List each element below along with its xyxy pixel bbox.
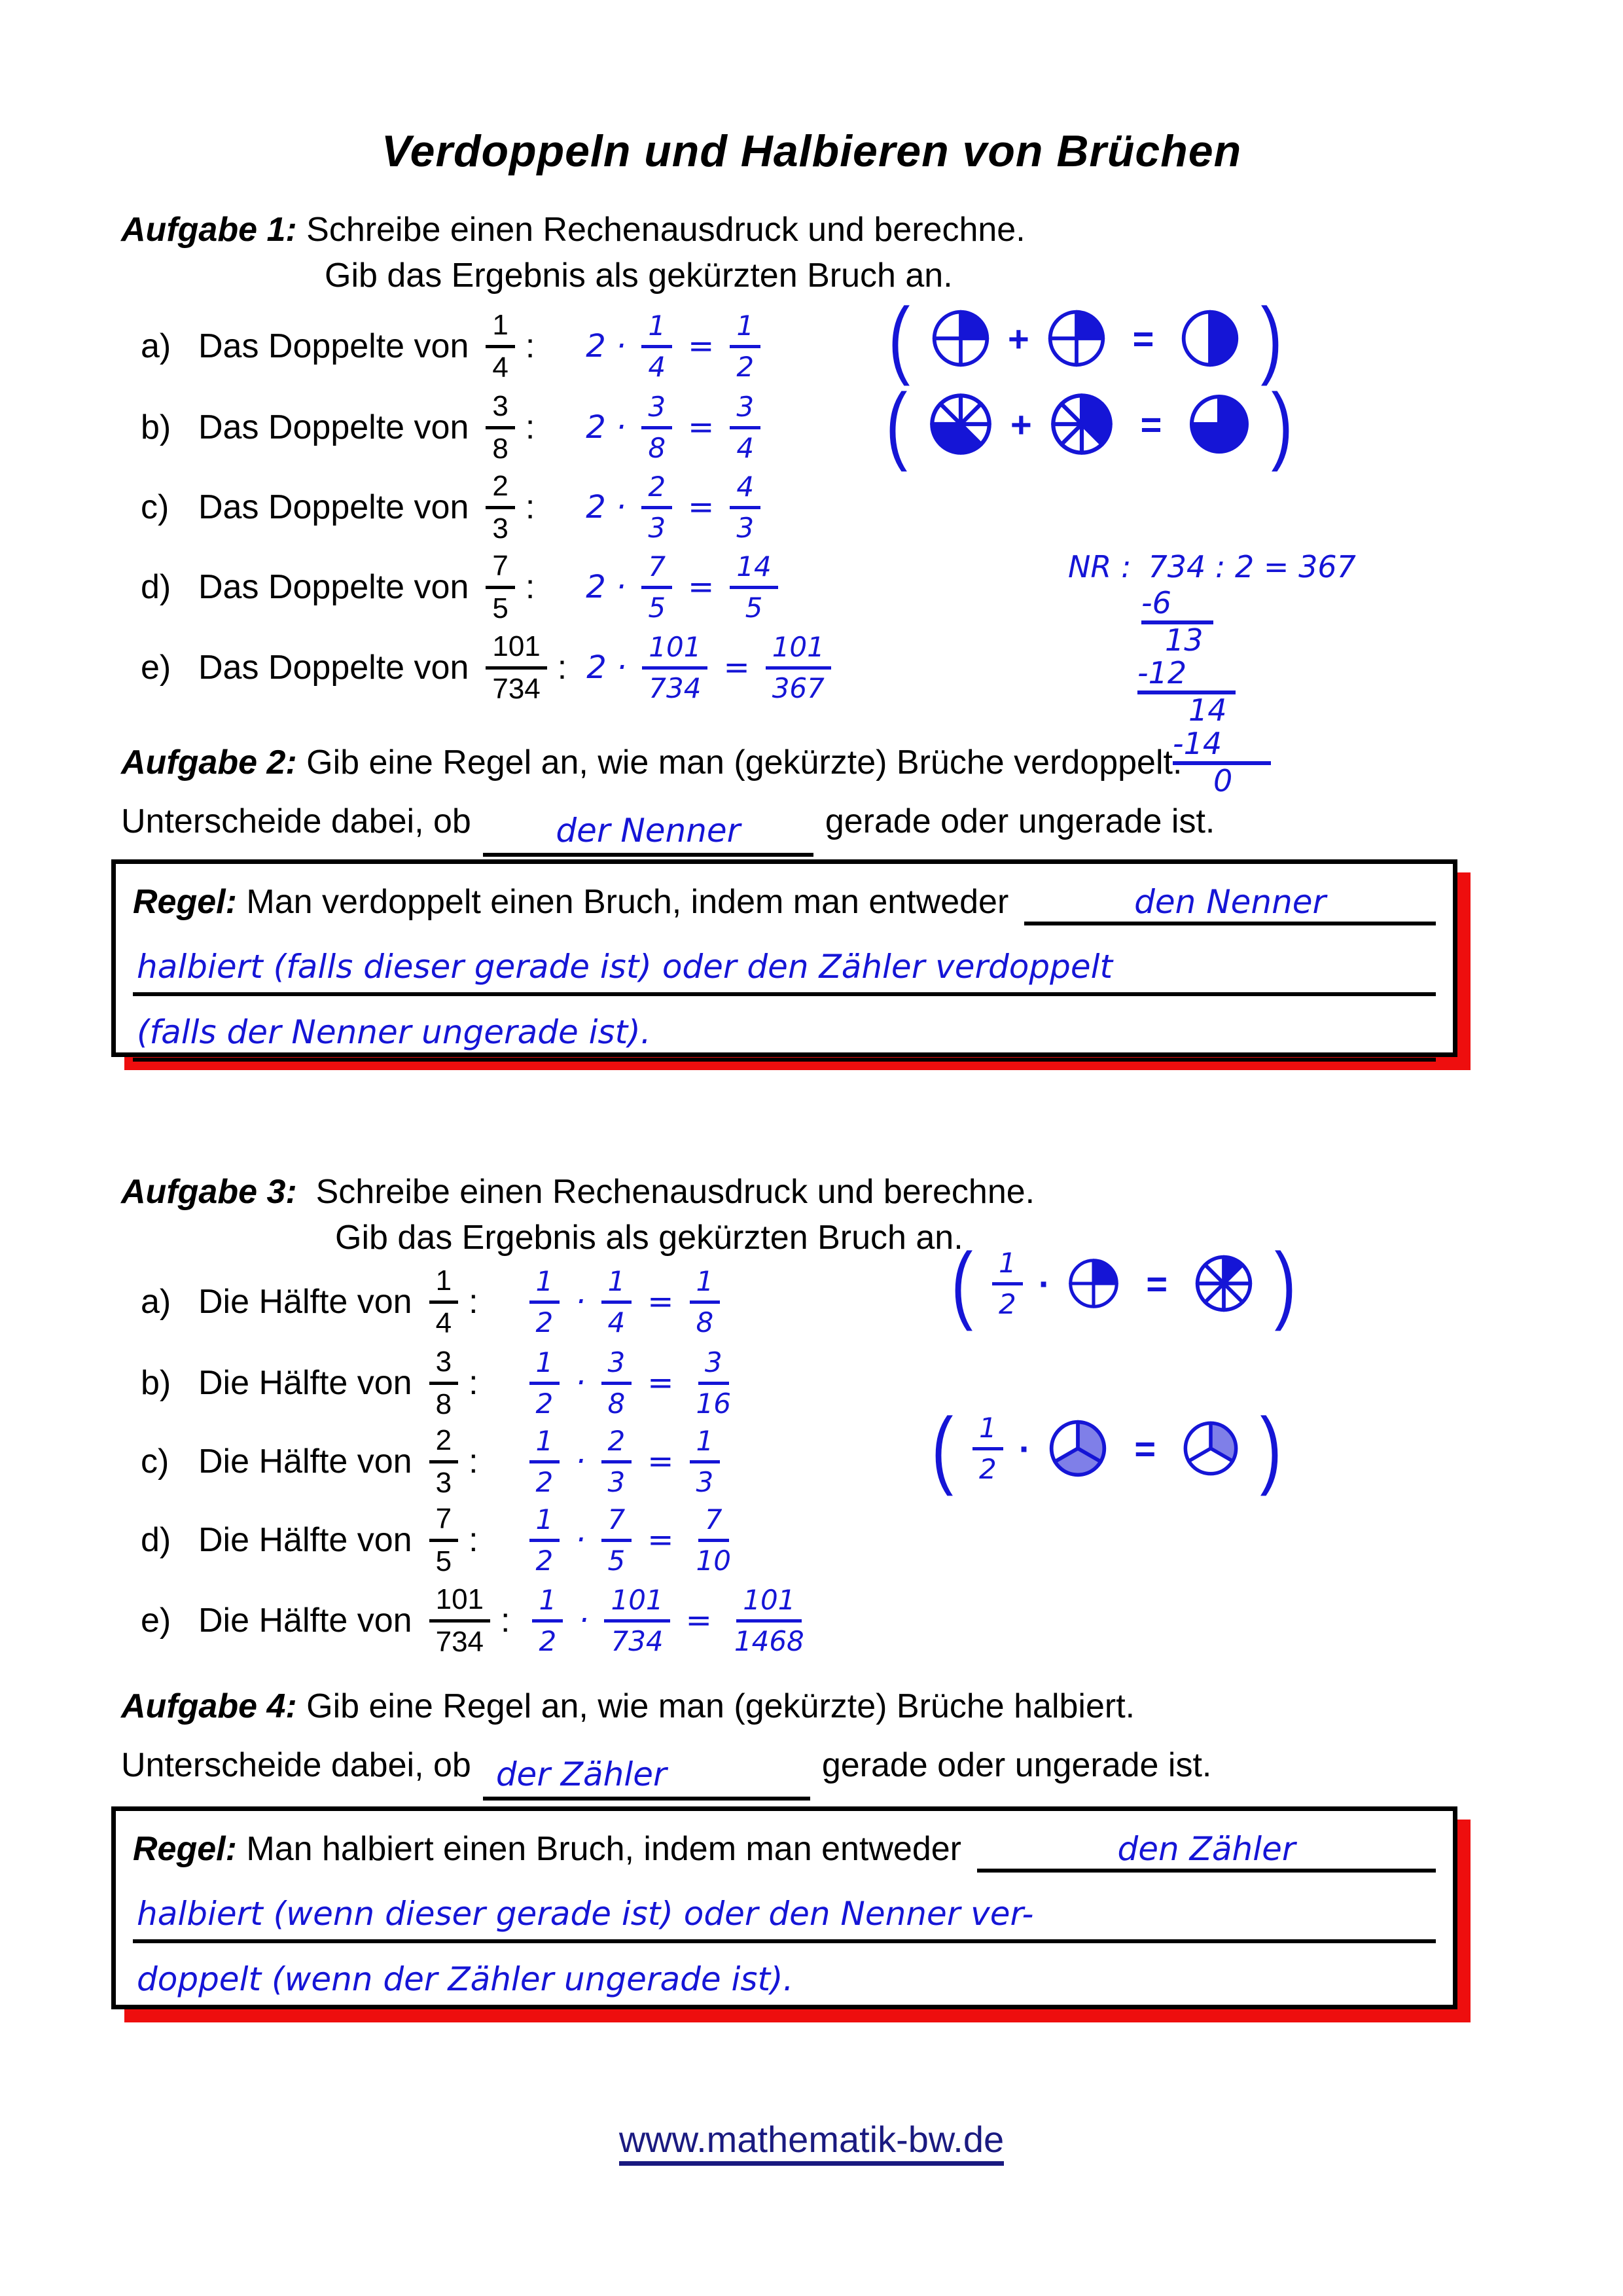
fraction-numerator: 101: [736, 1585, 802, 1623]
fraction-denominator: 5: [492, 592, 508, 624]
task1-instruction-2: Gib das Ergebnis als gekürzten Bruch an.: [325, 257, 953, 295]
hw-fraction: [641, 311, 672, 382]
fraction-denominator: 8: [696, 1306, 714, 1338]
hw-result-fraction: [690, 1348, 738, 1419]
task2-instruction: Gib eine Regel an, wie man (gekürzte) Brüche verdoppelt.: [306, 744, 1183, 781]
printed-fraction: [429, 1425, 458, 1499]
hw-result-fraction: [730, 392, 760, 463]
fraction-numerator: 3: [730, 392, 760, 429]
fraction-numerator: 14: [730, 552, 777, 589]
fraction-numerator: 3: [698, 1348, 729, 1385]
fraction-numerator: 3: [486, 391, 514, 429]
pie-1-4-icon: [1066, 1256, 1121, 1311]
hw-equals: =: [688, 409, 715, 446]
hw-factor: 2 ·: [586, 409, 626, 446]
fraction-numerator: 4: [730, 472, 760, 509]
task3-label: Aufgabe 3:: [121, 1173, 297, 1211]
printed-fraction: [486, 631, 546, 705]
item-key: e): [141, 649, 171, 687]
handwritten-equation: [586, 311, 760, 382]
fraction-numerator: 1: [529, 1266, 560, 1304]
sentence-prefix: Unterscheide dabei, ob: [121, 802, 471, 840]
fraction-denominator: 2: [535, 1306, 554, 1338]
hw-fraction: [641, 472, 672, 543]
item-prompt: Die Hälfte von: [198, 1364, 412, 1402]
rule-line-1: [133, 1829, 1436, 1873]
fraction-numerator: 101: [604, 1585, 669, 1623]
fraction-denominator: 4: [435, 1306, 452, 1339]
footer-link[interactable]: www.mathematik-bw.de: [619, 2119, 1004, 2166]
rule-label: Regel:: [133, 1830, 237, 1868]
hw-dot: ·: [575, 1522, 586, 1558]
sentence-prefix: Unterscheide dabei, ob: [121, 1746, 471, 1784]
task1-row-c: [141, 467, 760, 547]
fraction-numerator: 1: [730, 311, 760, 348]
fraction-numerator: 1: [529, 1426, 560, 1463]
rule-printed-text: Man verdoppelt einen Bruch, indem man entweder: [246, 883, 1009, 921]
plus-sign: +: [1007, 317, 1029, 359]
fraction-numerator: 1: [529, 1348, 560, 1385]
task3-row-a: [141, 1262, 720, 1342]
hw-dot: ·: [575, 1283, 586, 1320]
fraction-denominator: 2: [978, 1452, 997, 1485]
colon: :: [469, 1364, 478, 1402]
pie-1-2-icon: [1179, 307, 1241, 370]
fraction-denominator: 5: [648, 591, 666, 624]
hw-equals: =: [647, 1283, 674, 1320]
fraction-numerator: 2: [486, 471, 514, 509]
fraction-denominator: 734: [611, 1624, 664, 1657]
handwritten-answer: den Nenner: [1134, 883, 1327, 921]
hw-result-fraction: [730, 472, 760, 543]
rule-line-1: [133, 882, 1436, 925]
fill-in-blank: [483, 1756, 810, 1801]
task1-row-d: [141, 547, 778, 627]
printed-fraction: [486, 310, 514, 384]
rule-box-doubling: [111, 859, 1457, 1057]
hw-fraction: [641, 392, 672, 463]
close-paren: ): [1274, 1235, 1296, 1332]
open-paren: (: [888, 290, 910, 387]
close-paren: ): [1260, 1400, 1282, 1497]
fraction-numerator: 2: [601, 1426, 632, 1463]
plus-sign: +: [1010, 403, 1032, 445]
fraction-numerator: 1: [992, 1248, 1023, 1285]
hw-equals: =: [647, 1443, 674, 1480]
fraction-denominator: 734: [492, 672, 541, 705]
hw-equals: =: [688, 569, 715, 605]
fraction-numerator: 7: [698, 1505, 729, 1542]
item-prompt: Die Hälfte von: [198, 1283, 412, 1321]
hw-result-fraction: [690, 1505, 738, 1576]
fraction-numerator: 3: [601, 1348, 632, 1385]
fraction-numerator: 1: [601, 1266, 632, 1304]
division-step: -14: [1173, 728, 1271, 765]
handwritten-answer: den Zähler: [1117, 1830, 1296, 1868]
pie-1-8-icon: [1192, 1252, 1255, 1315]
side-calc-label: NR :: [1068, 549, 1132, 584]
task2-header: [121, 744, 1182, 783]
fraction-denominator: 8: [435, 1388, 452, 1420]
fraction-numerator: 101: [642, 632, 707, 670]
handwritten-equation: [529, 1348, 738, 1419]
task3-header: [121, 1173, 1035, 1212]
task1-instruction-1: Schreibe einen Rechenausdruck und berechne.: [306, 211, 1026, 249]
fraction-denominator: 734: [435, 1625, 484, 1658]
rule-blank: [977, 1829, 1436, 1873]
task4-instruction: Gib eine Regel an, wie man (gekürzte) Brüche halbiert.: [306, 1687, 1135, 1725]
pie-diagram-eighths: [882, 376, 1296, 473]
handwritten-equation: [586, 632, 831, 704]
item-key: b): [141, 1364, 171, 1402]
fraction-numerator: 1: [529, 1505, 560, 1542]
task3-row-c: [141, 1422, 720, 1501]
fraction-denominator: 2: [539, 1624, 557, 1657]
hw-result-fraction: [690, 1426, 721, 1498]
fraction-denominator: 2: [998, 1287, 1016, 1320]
fraction-numerator: 1: [690, 1266, 721, 1304]
colon: :: [501, 1602, 510, 1640]
colon: :: [469, 1521, 478, 1559]
fraction-numerator: 101: [766, 632, 831, 670]
hw-factor: 2 ·: [586, 649, 627, 686]
item-prompt: Das Doppelte von: [198, 327, 469, 365]
hw-fraction: [641, 552, 672, 623]
item-prompt: Das Doppelte von: [198, 408, 469, 446]
item-key: b): [141, 408, 171, 446]
item-key: c): [141, 488, 169, 526]
task1-header: [121, 211, 1026, 250]
printed-fraction: [486, 550, 514, 624]
fraction-denominator: 16: [696, 1387, 731, 1420]
task3-instruction-2: Gib das Ergebnis als gekürzten Bruch an.: [335, 1219, 963, 1257]
hw-result-fraction: [728, 1585, 811, 1657]
hw-fraction: [642, 632, 707, 704]
fraction-denominator: 1468: [734, 1624, 804, 1657]
printed-fraction: [486, 391, 514, 465]
fraction-denominator: 3: [607, 1465, 626, 1498]
rule-printed-text: Man halbiert einen Bruch, indem man entweder: [246, 1830, 961, 1868]
pie-1-4-icon: [1045, 307, 1108, 370]
handwritten-equation: [529, 1505, 738, 1576]
printed-fraction: [429, 1265, 458, 1339]
division-step: -6: [1141, 587, 1213, 624]
hw-half-fraction: [529, 1505, 560, 1576]
hw-half-fraction: [529, 1426, 560, 1498]
handwritten-equation: [529, 1426, 721, 1498]
task4-header: [121, 1687, 1135, 1727]
colon: :: [469, 1443, 478, 1480]
task2-label: Aufgabe 2:: [121, 744, 297, 781]
handwritten-answer: der Zähler: [495, 1755, 667, 1793]
hw-dot: ·: [575, 1443, 586, 1480]
task2-fill-sentence: [121, 802, 1215, 857]
pie-1-4-icon: [929, 307, 992, 370]
side-calc-head: [1068, 551, 1356, 583]
fraction-numerator: 7: [641, 552, 672, 589]
fraction-denominator: 367: [772, 672, 825, 704]
rule-handwritten-line-2: halbiert (falls dieser gerade ist) oder den Zähler verdoppelt: [133, 925, 1436, 996]
task4-fill-sentence: [121, 1746, 1211, 1801]
open-paren: (: [951, 1235, 973, 1332]
equals-sign: =: [1132, 317, 1154, 359]
task1-row-e: [141, 626, 831, 709]
pie-2-3-icon: [1046, 1417, 1109, 1480]
hw-half-fraction: [972, 1413, 1003, 1484]
fraction-numerator: 1: [972, 1413, 1003, 1450]
pie-1-3-icon: [1181, 1418, 1241, 1479]
handwritten-equation: [529, 1266, 721, 1338]
task3-row-e: [141, 1579, 811, 1662]
division-step: 14: [1188, 692, 1227, 728]
item-prompt: Das Doppelte von: [198, 649, 469, 687]
fraction-denominator: 4: [648, 350, 666, 383]
fraction-denominator: 734: [649, 672, 702, 704]
hw-fraction: [601, 1426, 632, 1498]
handwritten-equation: [586, 472, 760, 543]
hw-fraction: [601, 1505, 632, 1576]
fraction-denominator: 3: [696, 1465, 714, 1498]
item-prompt: Die Hälfte von: [198, 1443, 412, 1480]
item-prompt: Die Hälfte von: [198, 1602, 412, 1640]
equals-sign: =: [1146, 1263, 1168, 1304]
sentence-suffix: gerade oder ungerade ist.: [825, 802, 1215, 840]
hw-half-fraction: [529, 1266, 560, 1338]
handwritten-equation: [532, 1585, 810, 1657]
handwritten-equation: [586, 392, 760, 463]
fraction-numerator: 2: [429, 1425, 458, 1463]
hw-factor: 2 ·: [586, 328, 626, 365]
hw-result-fraction: [766, 632, 831, 704]
task1-label: Aufgabe 1:: [121, 211, 297, 249]
rule-handwritten-line-3: (falls der Nenner ungerade ist).: [133, 996, 1436, 1062]
hw-dot: ·: [575, 1365, 586, 1401]
fraction-numerator: 7: [486, 550, 514, 589]
hw-fraction: [604, 1585, 669, 1657]
task1-row-a: [141, 306, 760, 386]
open-paren: (: [885, 376, 908, 473]
pie-3-8-icon: [1048, 390, 1116, 458]
fraction-numerator: 1: [641, 311, 672, 348]
rule-label: Regel:: [133, 883, 237, 921]
fraction-numerator: 101: [429, 1584, 490, 1623]
pie-diagram-half-of-quarter: [948, 1235, 1300, 1332]
task3-instruction-1: Schreibe einen Rechenausdruck und berechne.: [315, 1173, 1035, 1211]
hw-half-fraction: [532, 1585, 563, 1657]
hw-fraction: [601, 1348, 632, 1419]
division-step: 0: [1213, 762, 1233, 798]
footer: [0, 2118, 1623, 2161]
fraction-denominator: 5: [435, 1545, 452, 1577]
division-step: 13: [1165, 622, 1204, 658]
page-title: Verdoppeln und Halbieren von Brüchen: [381, 126, 1242, 176]
task1-row-b: [141, 387, 760, 467]
fraction-denominator: 8: [607, 1387, 626, 1420]
task3-row-b: [141, 1343, 738, 1423]
fraction-denominator: 2: [736, 350, 755, 383]
printed-fraction: [486, 471, 514, 545]
task4-label: Aufgabe 4:: [121, 1687, 297, 1725]
fraction-denominator: 3: [435, 1466, 452, 1499]
hw-equals: =: [723, 649, 750, 686]
item-key: a): [141, 1283, 171, 1321]
rule-handwritten-line-3: doppelt (wenn der Zähler ungerade ist).: [133, 1943, 1436, 2009]
fraction-numerator: 1: [532, 1585, 563, 1623]
fraction-numerator: 3: [641, 392, 672, 429]
hw-fraction: [601, 1266, 632, 1338]
fraction-denominator: 5: [607, 1544, 626, 1577]
fraction-numerator: 2: [641, 472, 672, 509]
item-key: a): [141, 327, 171, 365]
dot-sign: ·: [1038, 1263, 1051, 1304]
item-key: d): [141, 1521, 171, 1559]
fraction-denominator: 3: [492, 512, 508, 545]
close-paren: ): [1271, 376, 1293, 473]
pie-3-8-icon: [927, 390, 995, 458]
task3-row-d: [141, 1500, 738, 1580]
hw-result-fraction: [730, 311, 760, 382]
fraction-numerator: 1: [429, 1265, 458, 1304]
dot-sign: ·: [1018, 1427, 1031, 1469]
item-prompt: Die Hälfte von: [198, 1521, 412, 1559]
hw-result-fraction: [730, 552, 777, 623]
handwritten-equation: [586, 552, 777, 623]
pie-diagram-quarters: [885, 290, 1286, 387]
hw-factor: 2 ·: [586, 489, 626, 526]
item-prompt: Das Doppelte von: [198, 568, 469, 606]
rule-box-halving: [111, 1806, 1457, 2009]
fraction-denominator: 3: [736, 511, 755, 544]
colon: :: [525, 327, 535, 365]
printed-fraction: [429, 1584, 490, 1658]
fraction-numerator: 1: [690, 1426, 721, 1463]
fraction-denominator: 3: [648, 511, 666, 544]
hw-equals: =: [688, 328, 715, 365]
hw-equals: =: [685, 1602, 712, 1639]
pie-3-4-icon: [1186, 391, 1252, 457]
equals-sign: =: [1140, 403, 1162, 445]
division-step: -12: [1137, 657, 1236, 694]
rule-blank: [1024, 882, 1436, 925]
hw-dot: ·: [579, 1602, 589, 1639]
fraction-numerator: 7: [429, 1503, 458, 1542]
fraction-denominator: 2: [535, 1465, 554, 1498]
item-key: e): [141, 1602, 171, 1640]
hw-factor: 2 ·: [586, 569, 626, 605]
hw-equals: =: [647, 1522, 674, 1558]
fraction-numerator: 7: [601, 1505, 632, 1542]
close-paren: ): [1260, 290, 1283, 387]
fraction-denominator: 4: [736, 431, 755, 464]
printed-fraction: [429, 1346, 458, 1420]
fraction-numerator: 3: [429, 1346, 458, 1385]
fraction-denominator: 10: [696, 1544, 731, 1577]
item-key: c): [141, 1443, 169, 1480]
sentence-suffix: gerade oder ungerade ist.: [821, 1746, 1212, 1784]
hw-result-fraction: [690, 1266, 721, 1338]
fraction-denominator: 8: [648, 431, 666, 464]
handwritten-answer: der Nenner: [556, 812, 741, 850]
colon: :: [525, 488, 535, 526]
fraction-denominator: 2: [535, 1544, 554, 1577]
colon: :: [525, 408, 535, 446]
hw-equals: =: [647, 1365, 674, 1401]
item-prompt: Das Doppelte von: [198, 488, 469, 526]
fraction-numerator: 101: [486, 631, 546, 670]
colon: :: [557, 649, 567, 687]
fraction-numerator: 1: [486, 310, 514, 348]
fill-in-blank: [483, 812, 813, 857]
fraction-denominator: 4: [492, 351, 508, 384]
hw-equals: =: [688, 489, 715, 526]
colon: :: [469, 1283, 478, 1321]
pie-diagram-half-of-two-thirds: [928, 1400, 1285, 1497]
side-calc-expression: 734 : 2 = 367: [1148, 549, 1356, 584]
open-paren: (: [931, 1400, 954, 1497]
fraction-denominator: 5: [745, 591, 763, 624]
printed-fraction: [429, 1503, 458, 1577]
rule-handwritten-line-2: halbiert (wenn dieser gerade ist) oder den Nenner ver-: [133, 1873, 1436, 1943]
fraction-denominator: 8: [492, 432, 508, 465]
hw-half-fraction: [529, 1348, 560, 1419]
equals-sign: =: [1134, 1427, 1156, 1469]
item-key: d): [141, 568, 171, 606]
fraction-denominator: 2: [535, 1387, 554, 1420]
colon: :: [525, 568, 535, 606]
hw-half-fraction: [992, 1248, 1023, 1319]
fraction-denominator: 4: [607, 1306, 626, 1338]
